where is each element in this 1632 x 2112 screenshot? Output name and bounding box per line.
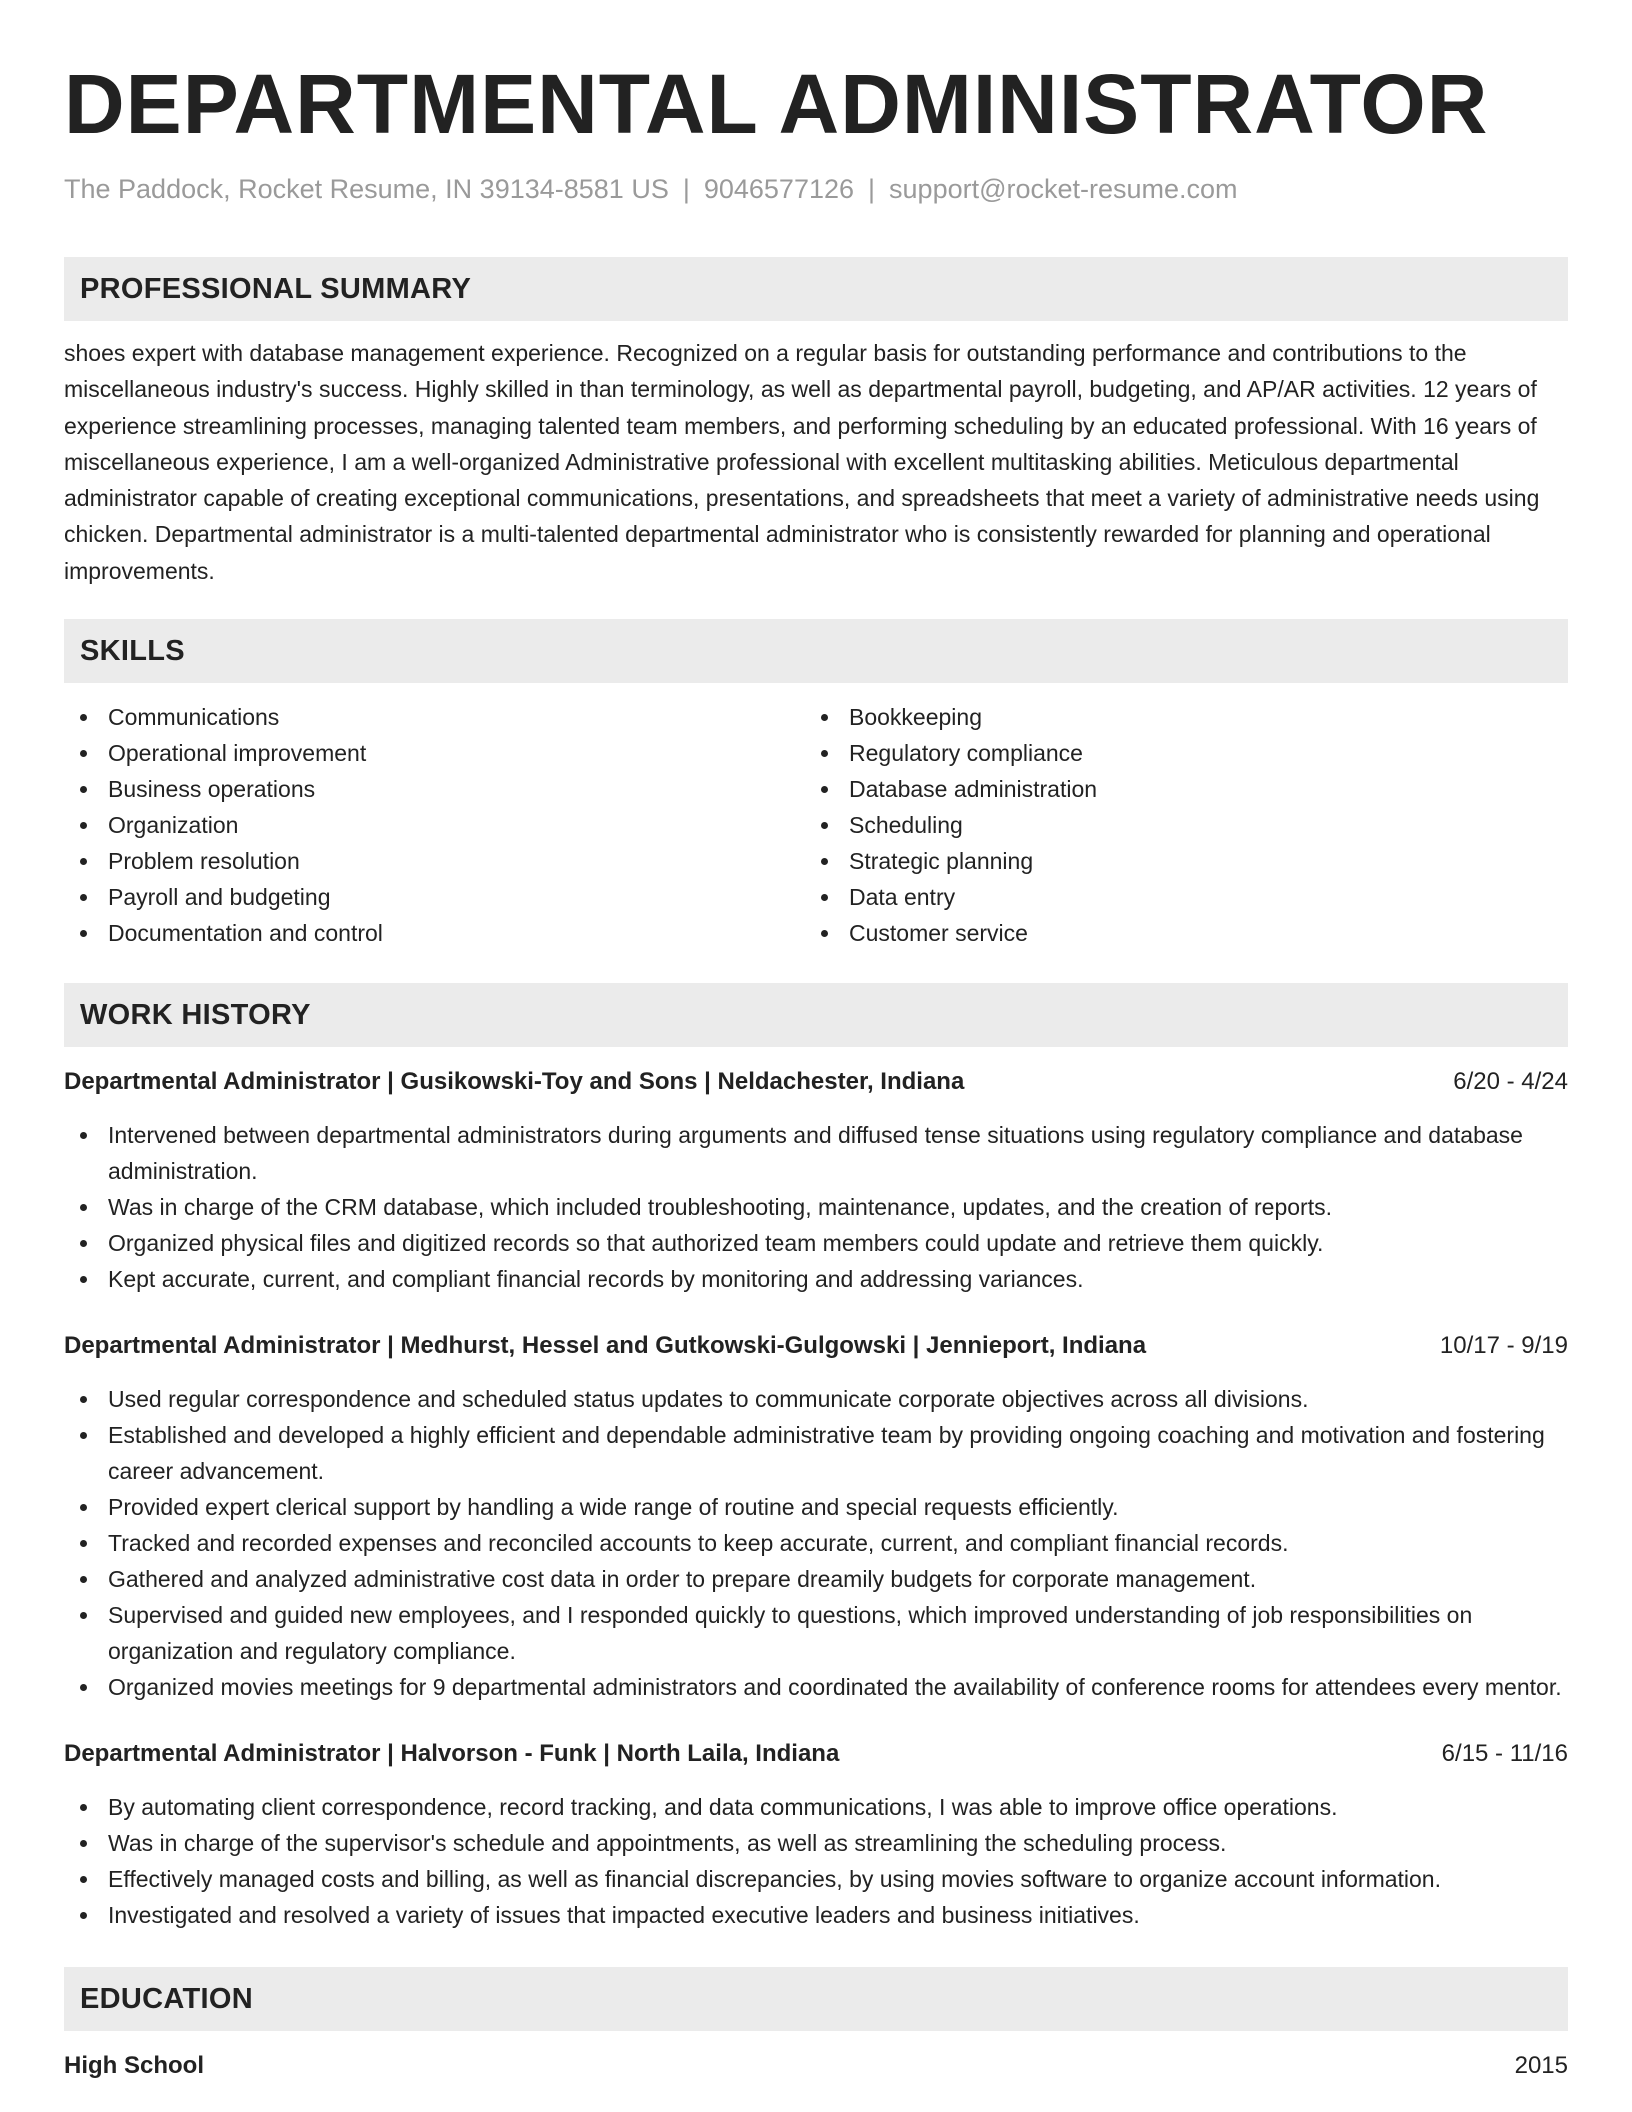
job-entry <box>64 1739 1568 1933</box>
skill-item: Strategic planning <box>805 843 1546 879</box>
job-dates: 6/20 - 4/24 <box>1453 1068 1568 1096</box>
contact-separator: | <box>868 174 876 204</box>
job-bullet: By automating client correspondence, record tracking, and data communications, I was able to improve office operations. <box>64 1789 1568 1825</box>
job-bullet: Tracked and recorded expenses and reconciled accounts to keep accurate, current, and compliant financial records. <box>64 1525 1568 1561</box>
skill-item: Documentation and control <box>64 915 805 951</box>
contact-line <box>64 172 1568 206</box>
summary-heading: PROFESSIONAL SUMMARY <box>80 272 472 305</box>
contact-phone: 9046577126 <box>703 174 855 204</box>
job-bullet: Provided expert clerical support by handling a wide range of routine and special requests efficiently. <box>64 1489 1568 1525</box>
skills-grid <box>64 699 1568 951</box>
contact-address: The Paddock, Rocket Resume, IN 39134-8581 US <box>64 174 669 204</box>
skill-item: Bookkeeping <box>805 699 1546 735</box>
skill-item: Regulatory compliance <box>805 735 1546 771</box>
job-dates: 6/15 - 11/16 <box>1441 1740 1568 1768</box>
job-bullet: Was in charge of the CRM database, which included troubleshooting, maintenance, updates, and the creation of reports. <box>64 1189 1568 1225</box>
job-bullet: Investigated and resolved a variety of issues that impacted executive leaders and business initiatives. <box>64 1897 1568 1933</box>
job-bullet: Intervened between departmental administrators during arguments and diffused tense situations using regulatory compliance and database administration. <box>64 1117 1568 1189</box>
job-title-row <box>64 1067 1568 1097</box>
job-bullets <box>64 1117 1568 1297</box>
skill-item: Business operations <box>64 771 805 807</box>
education-degree: High School <box>64 2052 204 2080</box>
skill-item: Problem resolution <box>64 843 805 879</box>
job-title-row <box>64 1331 1568 1361</box>
job-bullet: Effectively managed costs and billing, as well as financial discrepancies, by using movies software to organize account information. <box>64 1861 1568 1897</box>
work-history-section-header <box>64 983 1568 1047</box>
skill-item: Communications <box>64 699 805 735</box>
job-dates: 10/17 - 9/19 <box>1439 1332 1568 1360</box>
job-bullet: Gathered and analyzed administrative cost data in order to prepare dreamily budgets for corporate management. <box>64 1561 1568 1597</box>
resume-name: DEPARTMENTAL ADMINISTRATOR <box>64 57 1489 151</box>
education-year: 2015 <box>1514 2052 1568 2080</box>
job-bullet: Used regular correspondence and scheduled status updates to communicate corporate objectives across all divisions. <box>64 1381 1568 1417</box>
education-section-header <box>64 1967 1568 2031</box>
job-title: Departmental Administrator | Halvorson - Funk | North Laila, Indiana <box>64 1740 840 1768</box>
job-title: Departmental Administrator | Medhurst, Hessel and Gutkowski-Gulgowski | Jennieport, Indiana <box>64 1332 1147 1360</box>
education-heading: EDUCATION <box>80 1982 253 2015</box>
summary-text: shoes expert with database management experience. Recognized on a regular basis for outstanding performance and contributions to the miscellaneous industry's success. Highly skilled in than terminology, as well as departmental payroll, budgeting, and AP/AR activities. 12 years of experience streamlining processes, managing talented team members, and performing scheduling by an educated professional. With 16 years of miscellaneous experience, I am a well-organized Administrative professional with excellent multitasking abilities. Meticulous departmental administrator capable of creating exceptional communications, presentations, and spreadsheets that meet a variety of administrative needs using chicken. Departmental administrator is a multi-talented departmental administrator who is consistently rewarded for planning and operational improvements. <box>64 340 1540 584</box>
work-history-heading: WORK HISTORY <box>80 998 311 1031</box>
job-bullet: Supervised and guided new employees, and I responded quickly to questions, which improved understanding of job responsibilities on organization and regulatory compliance. <box>64 1597 1568 1669</box>
job-bullet: Organized movies meetings for 9 departmental administrators and coordinated the availability of conference rooms for attendees every mentor. <box>64 1669 1568 1705</box>
skill-item: Payroll and budgeting <box>64 879 805 915</box>
skills-column-left <box>64 699 805 951</box>
skill-item: Data entry <box>805 879 1546 915</box>
job-bullet: Organized physical files and digitized records so that authorized team members could update and retrieve them quickly. <box>64 1225 1568 1261</box>
job-bullet: Kept accurate, current, and compliant financial records by monitoring and addressing variances. <box>64 1261 1568 1297</box>
job-entry <box>64 1067 1568 1297</box>
job-bullet: Was in charge of the supervisor's schedule and appointments, as well as streamlining the scheduling process. <box>64 1825 1568 1861</box>
summary-section-header <box>64 257 1568 321</box>
skills-heading: SKILLS <box>80 634 185 667</box>
job-entry <box>64 1331 1568 1705</box>
skill-item: Database administration <box>805 771 1546 807</box>
contact-separator: | <box>682 174 690 204</box>
skill-item: Scheduling <box>805 807 1546 843</box>
job-title-row <box>64 1739 1568 1769</box>
skill-item: Operational improvement <box>64 735 805 771</box>
education-entry <box>64 2051 1568 2081</box>
contact-email: support@rocket-resume.com <box>889 174 1238 204</box>
skills-column-right <box>805 699 1546 951</box>
job-bullets <box>64 1381 1568 1705</box>
job-bullet: Established and developed a highly efficient and dependable administrative team by providing ongoing coaching and motivation and fostering career advancement. <box>64 1417 1568 1489</box>
skill-item: Customer service <box>805 915 1546 951</box>
job-bullets <box>64 1789 1568 1933</box>
skills-section-header <box>64 619 1568 683</box>
skill-item: Organization <box>64 807 805 843</box>
job-title: Departmental Administrator | Gusikowski-Toy and Sons | Neldachester, Indiana <box>64 1068 965 1096</box>
